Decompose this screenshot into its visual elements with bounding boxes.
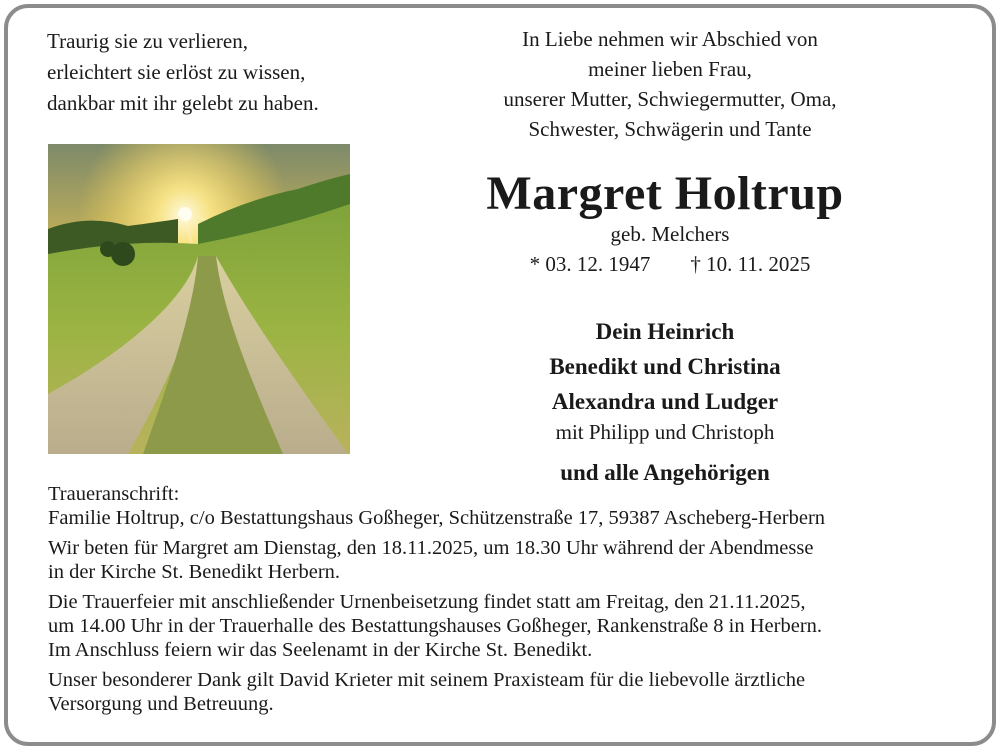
thanks-line: Unser besonderer Dank gilt David Krieter mit seinem Praxisteam für die liebevolle ärztliche [48,669,806,691]
sunset-path-photo [48,144,350,454]
poem-line: Traurig sie zu verlieren, [47,29,248,53]
death-date: † 10. 11. 2025 [690,252,811,276]
funeral-line: um 14.00 Uhr in der Trauerhalle des Bestattungshauses Goßheger, Rankenstraße 8 in Herbern. [48,615,823,637]
funeral-paragraph [48,590,968,662]
thanks-line: Versorgung und Betreuung. [48,693,274,715]
thanks-paragraph [48,668,968,716]
birth-date: * 03. 12. 1947 [529,252,651,276]
mourner-children-1: Benedikt und Christina [549,354,781,379]
sunset-path-image [48,144,350,454]
mourners-list [420,314,910,490]
mass-line: Wir beten für Margret am Dienstag, den 18.11.2025, um 18.30 Uhr während der Abendmesse [48,537,814,559]
intro-line: meiner lieben Frau, [588,57,752,81]
funeral-line: Im Anschluss feiern wir das Seelenamt in der Kirche St. Benedikt. [48,639,593,661]
mourner-children-2: Alexandra und Ludger [551,389,779,414]
deceased-name: Margret Holtrup [486,167,844,220]
born-name: geb. Melchers [610,222,730,246]
mourner-grandchildren: mit Philipp und Christoph [555,420,775,444]
intro-line: Schwester, Schwägerin und Tante [528,117,812,141]
life-dates [420,250,920,278]
farewell-intro [420,24,920,144]
intro-line: unserer Mutter, Schwiegermutter, Oma, [503,87,837,111]
mourner-relatives: und alle Angehörigen [560,460,770,485]
poem-line: erleichtert sie erlöst zu wissen, [47,60,306,84]
details-section [48,482,968,722]
intro-line: In Liebe nehmen wir Abschied von [522,27,818,51]
mass-line: in der Kirche St. Benedikt Herbern. [48,561,341,583]
poem [47,26,319,119]
mourner-spouse: Dein Heinrich [595,319,735,344]
address-block [48,482,968,530]
mass-paragraph [48,536,968,584]
poem-line: dankbar mit ihr gelebt zu haben. [47,91,319,115]
address-label: Traueranschrift: [48,483,180,505]
address-text: Familie Holtrup, c/o Bestattungshaus Goßheger, Schützenstraße 17, 59387 Ascheberg-Herbern [48,507,826,529]
funeral-line: Die Trauerfeier mit anschließender Urnenbeisetzung findet statt am Freitag, den 21.11.2025, [48,591,806,613]
